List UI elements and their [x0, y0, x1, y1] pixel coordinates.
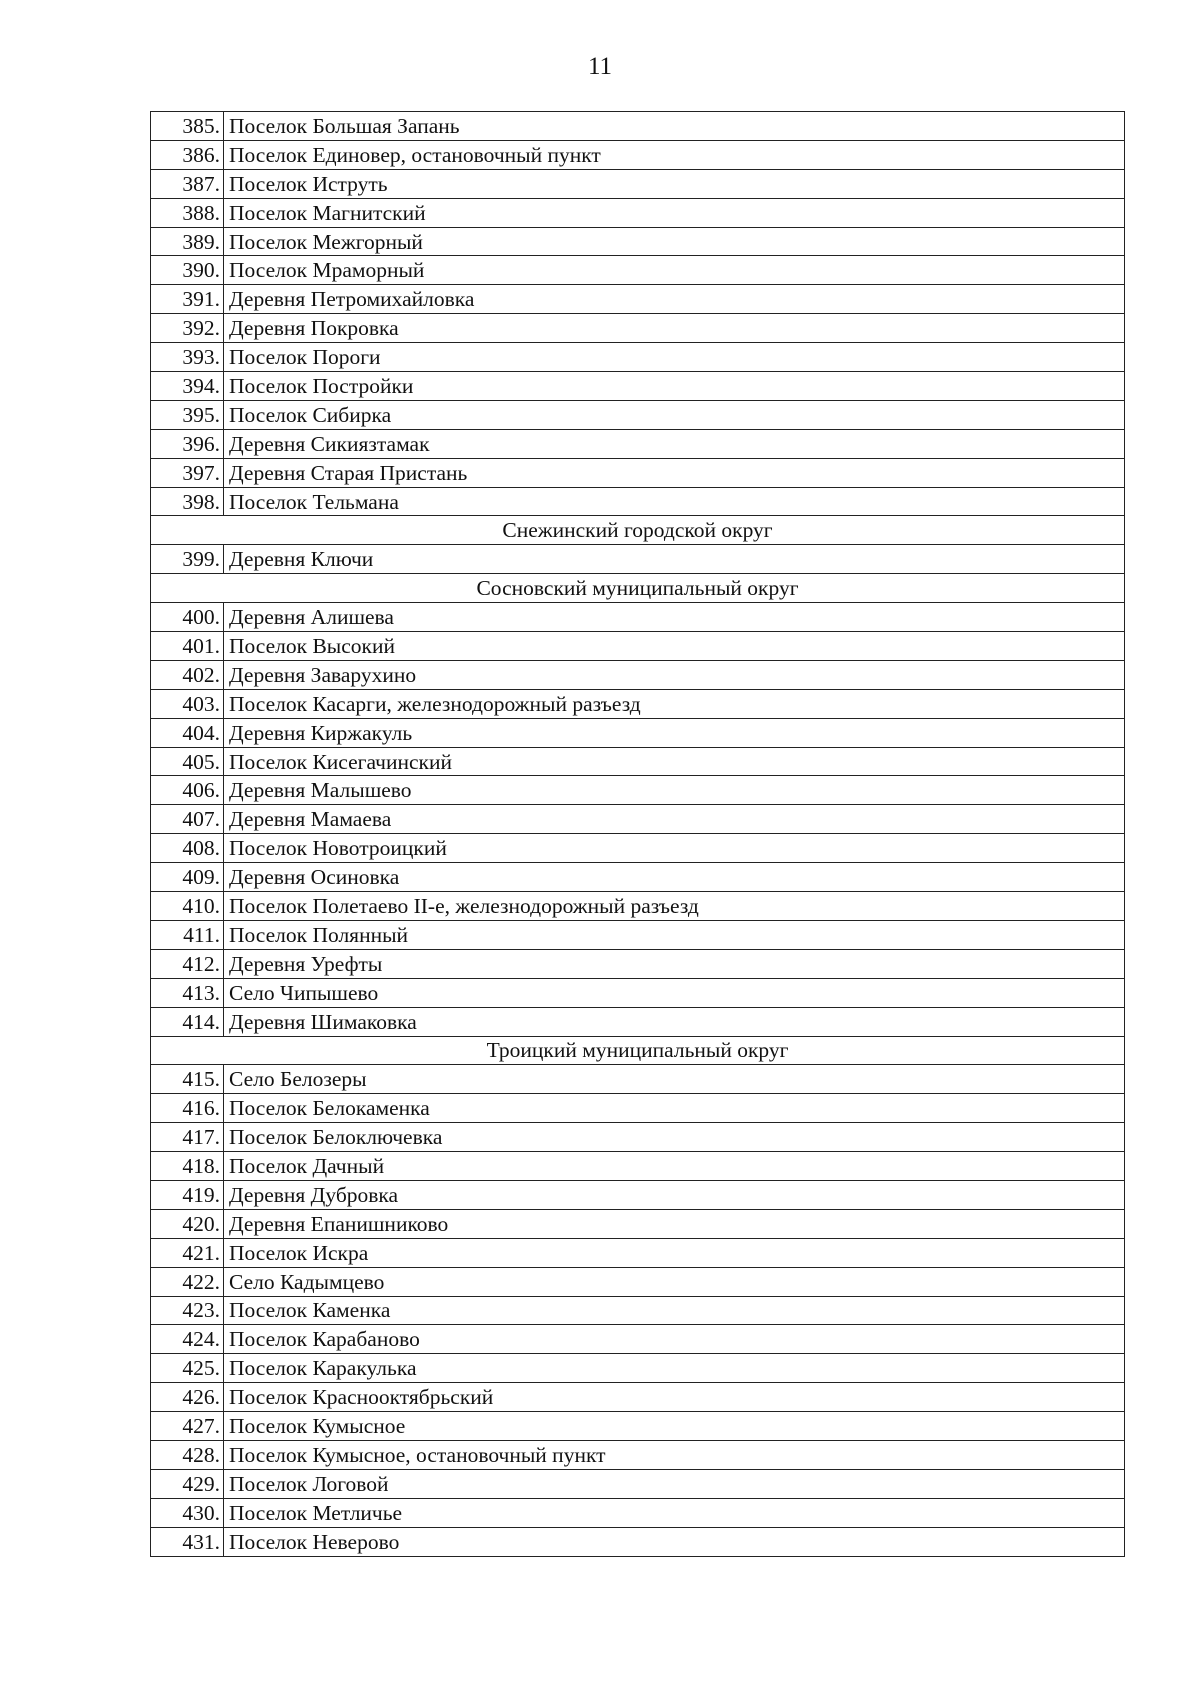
table-row [151, 978, 1125, 1007]
settlement-name: Деревня Ключи [224, 545, 1125, 574]
settlement-name: Деревня Алишева [224, 603, 1125, 632]
row-number: 407. [151, 805, 224, 834]
settlement-name: Поселок Сибирка [224, 400, 1125, 429]
settlement-name: Деревня Заварухино [224, 660, 1125, 689]
district-header-row [151, 1036, 1125, 1065]
row-number: 409. [151, 863, 224, 892]
settlement-name: Поселок Единовер, остановочный пункт [224, 140, 1125, 169]
settlement-name: Деревня Осиновка [224, 863, 1125, 892]
row-number: 388. [151, 198, 224, 227]
row-number: 390. [151, 256, 224, 285]
table-row [151, 1469, 1125, 1498]
table-row [151, 227, 1125, 256]
table-row [151, 140, 1125, 169]
table-row [151, 112, 1125, 141]
table-row [151, 1267, 1125, 1296]
table-row [151, 1123, 1125, 1152]
row-number: 392. [151, 314, 224, 343]
row-number: 428. [151, 1440, 224, 1469]
table-row [151, 1440, 1125, 1469]
row-number: 413. [151, 978, 224, 1007]
row-number: 417. [151, 1123, 224, 1152]
settlement-name: Деревня Сикиязтамак [224, 429, 1125, 458]
settlement-name: Поселок Мраморный [224, 256, 1125, 285]
table-row [151, 1065, 1125, 1094]
row-number: 427. [151, 1412, 224, 1441]
row-number: 397. [151, 458, 224, 487]
settlement-name: Поселок Магнитский [224, 198, 1125, 227]
table-row [151, 1180, 1125, 1209]
settlement-name: Поселок Пороги [224, 343, 1125, 372]
row-number: 415. [151, 1065, 224, 1094]
settlement-name: Поселок Постройки [224, 372, 1125, 401]
settlement-name: Поселок Полетаево II-е, железнодорожный разъезд [224, 892, 1125, 921]
settlement-name: Деревня Киржакуль [224, 718, 1125, 747]
settlement-name: Поселок Белоключевка [224, 1123, 1125, 1152]
row-number: 429. [151, 1469, 224, 1498]
table-row [151, 920, 1125, 949]
settlement-name: Деревня Мамаева [224, 805, 1125, 834]
settlement-name: Поселок Каракулька [224, 1354, 1125, 1383]
table-row [151, 1354, 1125, 1383]
table-row [151, 834, 1125, 863]
district-name: Троицкий муниципальный округ [151, 1036, 1125, 1065]
row-number: 395. [151, 400, 224, 429]
settlement-name: Поселок Полянный [224, 920, 1125, 949]
settlement-name: Деревня Шимаковка [224, 1007, 1125, 1036]
row-number: 424. [151, 1325, 224, 1354]
row-number: 396. [151, 429, 224, 458]
row-number: 418. [151, 1152, 224, 1181]
settlement-name: Поселок Каменка [224, 1296, 1125, 1325]
settlement-name: Деревня Старая Пристань [224, 458, 1125, 487]
table-row [151, 256, 1125, 285]
row-number: 420. [151, 1209, 224, 1238]
settlement-name: Деревня Петромихайловка [224, 285, 1125, 314]
table-row [151, 718, 1125, 747]
row-number: 406. [151, 776, 224, 805]
row-number: 403. [151, 689, 224, 718]
row-number: 423. [151, 1296, 224, 1325]
row-number: 385. [151, 112, 224, 141]
row-number: 410. [151, 892, 224, 921]
row-number: 412. [151, 949, 224, 978]
table-row [151, 400, 1125, 429]
settlement-name: Поселок Кумысное [224, 1412, 1125, 1441]
settlement-name: Поселок Межгорный [224, 227, 1125, 256]
table-row [151, 169, 1125, 198]
row-number: 419. [151, 1180, 224, 1209]
table-row [151, 892, 1125, 921]
row-number: 391. [151, 285, 224, 314]
row-number: 411. [151, 920, 224, 949]
settlement-name: Поселок Иструть [224, 169, 1125, 198]
table-row [151, 1325, 1125, 1354]
table-row [151, 660, 1125, 689]
settlement-name: Поселок Дачный [224, 1152, 1125, 1181]
settlement-name: Село Чипышево [224, 978, 1125, 1007]
settlement-name: Деревня Малышево [224, 776, 1125, 805]
row-number: 431. [151, 1527, 224, 1556]
row-number: 414. [151, 1007, 224, 1036]
settlement-name: Деревня Дубровка [224, 1180, 1125, 1209]
settlement-name: Село Кадымцево [224, 1267, 1125, 1296]
row-number: 389. [151, 227, 224, 256]
row-number: 425. [151, 1354, 224, 1383]
table-row [151, 198, 1125, 227]
row-number: 386. [151, 140, 224, 169]
settlement-name: Деревня Покровка [224, 314, 1125, 343]
settlement-name: Поселок Большая Запань [224, 112, 1125, 141]
row-number: 405. [151, 747, 224, 776]
settlement-name: Поселок Краснооктябрьский [224, 1383, 1125, 1412]
district-name: Снежинский городской округ [151, 516, 1125, 545]
table-row [151, 1094, 1125, 1123]
row-number: 416. [151, 1094, 224, 1123]
table-row [151, 343, 1125, 372]
table-row [151, 1412, 1125, 1441]
row-number: 421. [151, 1238, 224, 1267]
table-row [151, 1527, 1125, 1556]
settlement-name: Село Белозеры [224, 1065, 1125, 1094]
settlements-table-body [151, 112, 1125, 1557]
table-row [151, 1498, 1125, 1527]
table-row [151, 314, 1125, 343]
table-row [151, 1383, 1125, 1412]
table-row [151, 747, 1125, 776]
district-name: Сосновский муниципальный округ [151, 574, 1125, 603]
table-row [151, 1238, 1125, 1267]
settlement-name: Поселок Тельмана [224, 487, 1125, 516]
table-row [151, 632, 1125, 661]
settlement-name: Поселок Касарги, железнодорожный разъезд [224, 689, 1125, 718]
table-row [151, 458, 1125, 487]
row-number: 422. [151, 1267, 224, 1296]
settlement-name: Поселок Новотроицкий [224, 834, 1125, 863]
row-number: 398. [151, 487, 224, 516]
settlement-name: Поселок Метличье [224, 1498, 1125, 1527]
table-row [151, 487, 1125, 516]
table-row [151, 285, 1125, 314]
settlements-table [150, 111, 1125, 1557]
row-number: 430. [151, 1498, 224, 1527]
row-number: 408. [151, 834, 224, 863]
settlement-name: Поселок Белокаменка [224, 1094, 1125, 1123]
settlement-name: Поселок Неверово [224, 1527, 1125, 1556]
row-number: 387. [151, 169, 224, 198]
row-number: 404. [151, 718, 224, 747]
settlement-name: Деревня Епанишниково [224, 1209, 1125, 1238]
settlement-name: Поселок Логовой [224, 1469, 1125, 1498]
table-row [151, 689, 1125, 718]
table-row [151, 863, 1125, 892]
table-row [151, 429, 1125, 458]
table-row [151, 805, 1125, 834]
table-row [151, 1209, 1125, 1238]
row-number: 394. [151, 372, 224, 401]
district-header-row [151, 516, 1125, 545]
table-row [151, 1296, 1125, 1325]
table-row [151, 1007, 1125, 1036]
row-number: 400. [151, 603, 224, 632]
table-row [151, 545, 1125, 574]
settlement-name: Поселок Искра [224, 1238, 1125, 1267]
row-number: 399. [151, 545, 224, 574]
district-header-row [151, 574, 1125, 603]
page-number: 11 [587, 53, 613, 80]
settlement-name: Поселок Карабаново [224, 1325, 1125, 1354]
table-row [151, 603, 1125, 632]
settlement-name: Поселок Кумысное, остановочный пункт [224, 1440, 1125, 1469]
row-number: 401. [151, 632, 224, 661]
table-row [151, 1152, 1125, 1181]
row-number: 393. [151, 343, 224, 372]
row-number: 402. [151, 660, 224, 689]
row-number: 426. [151, 1383, 224, 1412]
table-row [151, 776, 1125, 805]
settlement-name: Поселок Кисегачинский [224, 747, 1125, 776]
table-row [151, 949, 1125, 978]
settlement-name: Деревня Урефты [224, 949, 1125, 978]
settlement-name: Поселок Высокий [224, 632, 1125, 661]
table-row [151, 372, 1125, 401]
